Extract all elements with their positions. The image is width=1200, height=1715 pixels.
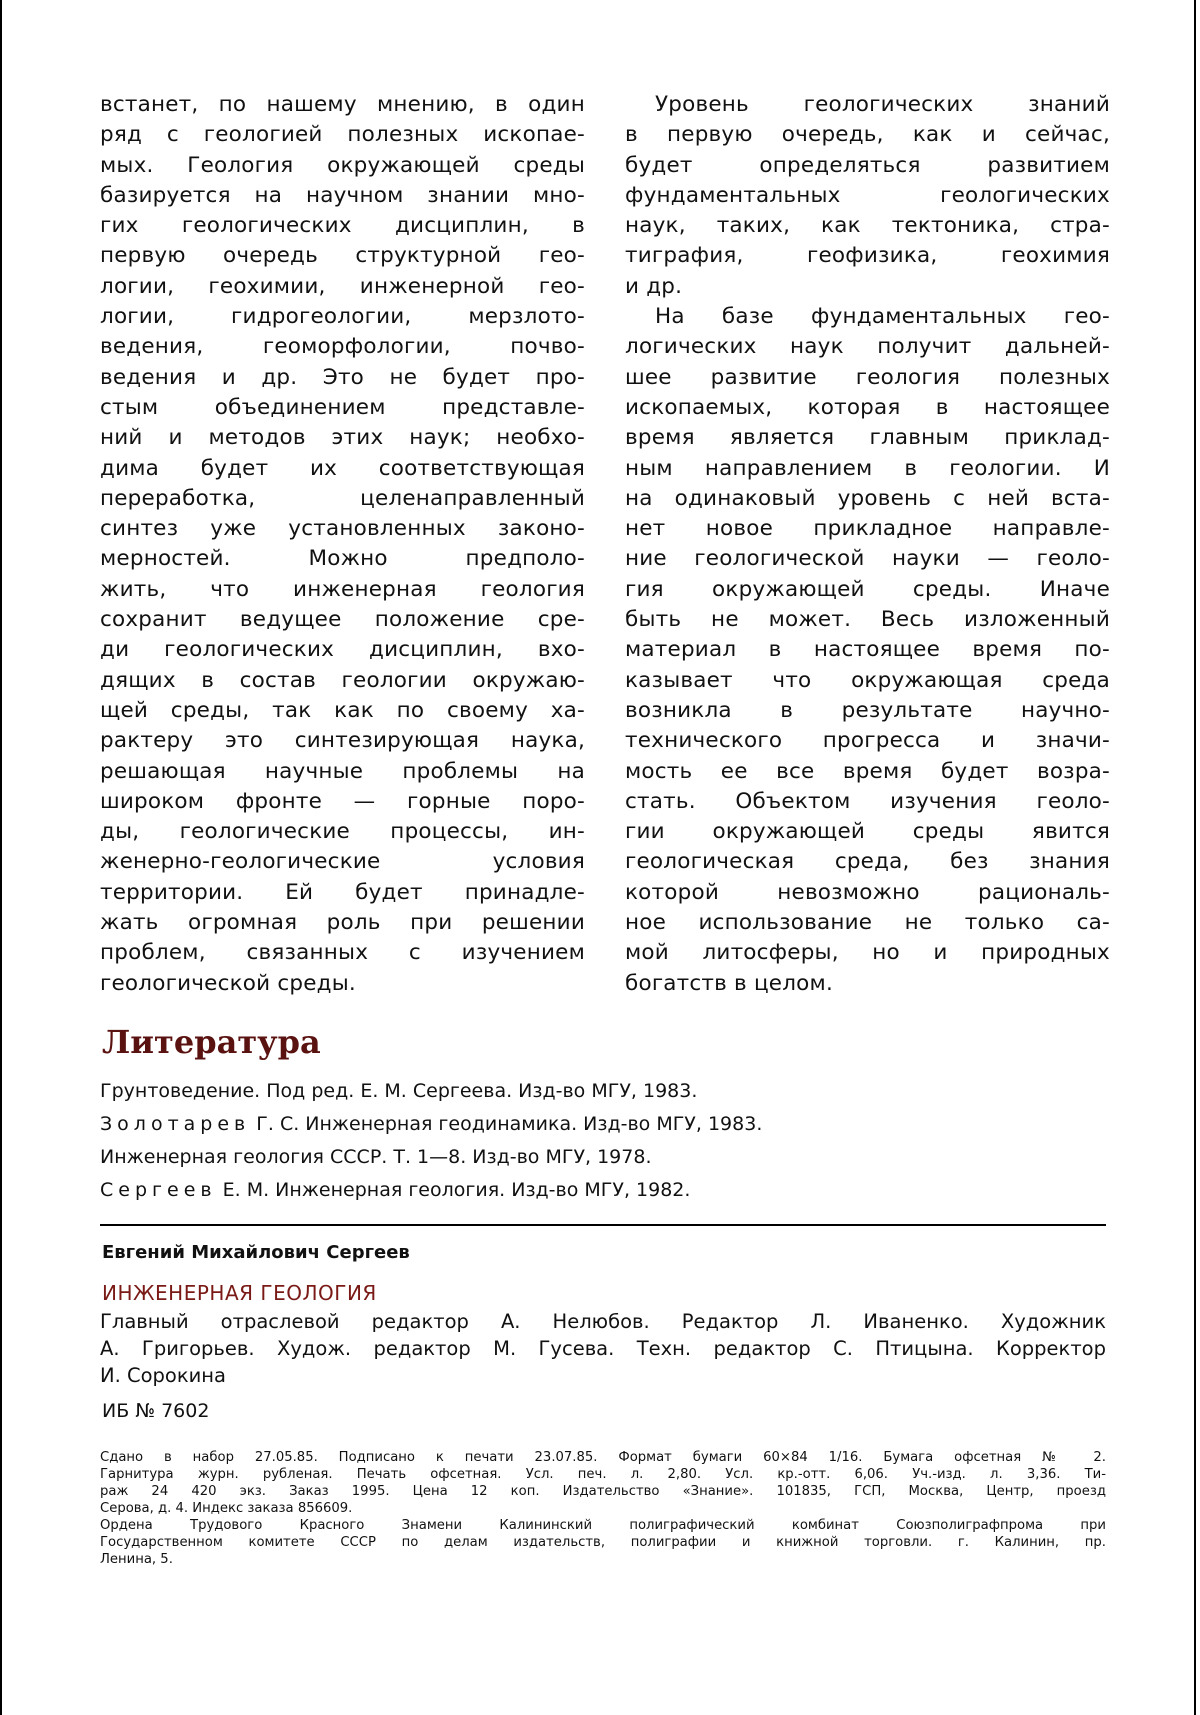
text-line: тиграфия, геофизика, геохимия [625,243,1110,269]
text-line: ведения и др. Это не будет про- [100,364,585,390]
reference-item [100,1075,762,1108]
text-line: ди геологических дисциплин, вхо- [100,637,585,663]
reference-author: Сергеев [100,1179,217,1201]
text-line: гих геологических дисциплин, в [100,213,585,239]
text-line: богатств в целом. [625,970,833,996]
text-line: возникла в результате научно- [625,697,1110,723]
reference-text: Е. М. Инженерная геология. Изд-во МГУ, 1982. [216,1179,691,1201]
editorial-credits [100,1308,1106,1389]
text-line: сохранит ведущее положение сре- [100,607,585,633]
text-line: геологической среды. [100,970,356,996]
book-title: ИНЖЕНЕРНАЯ ГЕОЛОГИЯ [102,1281,377,1305]
text-line: логии, гидрогеологии, мерзлото- [100,304,585,330]
text-line: логии, геохимии, инженерной гео- [100,273,585,299]
text-line: мость ее все время будет возра- [625,758,1110,784]
reference-item [100,1174,762,1207]
page-border-right [1194,0,1196,1715]
text-line: территории. Ей будет принадле- [100,879,585,905]
imprint-line: Серова, д. 4. Индекс заказа 856609. [100,1501,353,1516]
text-line: мой литосферы, но и природных [625,940,1110,966]
text-line: быть не может. Весь изложенный [625,607,1110,633]
text-line: ведения, геоморфологии, почво- [100,334,585,360]
imprint-line: Ленина, 5. [100,1552,173,1567]
reference-text: Грунтоведение. Под ред. Е. М. Сергеева. Изд-во МГУ, 1983. [100,1080,698,1102]
text-line: широком фронте — горные поро- [100,788,585,814]
credits-line: Главный отраслевой редактор А. Нелюбов. Редактор Л. Иваненко. Художник [100,1310,1106,1333]
book-author: Евгений Михайлович Сергеев [102,1242,410,1263]
text-column-right [625,90,1110,999]
text-line: ды, геологические процессы, ин- [100,819,585,845]
page-border-left [0,0,2,1715]
text-line: время является главным приклад- [625,425,1110,451]
reference-item [100,1141,762,1174]
reference-list [100,1075,762,1207]
text-column-left [100,90,585,999]
text-line: ний и методов этих наук; необхо- [100,425,585,451]
text-line: мерностей. Можно предполо- [100,546,585,572]
text-line: в первую очередь, как и сейчас, [625,122,1110,148]
text-line: переработка, целенаправленный [100,485,585,511]
text-line: ние геологической науки — геоло- [625,546,1110,572]
text-line: стать. Объектом изучения геоло- [625,788,1110,814]
literature-heading: Литература [102,1023,321,1061]
reference-author: Золотарев [100,1113,251,1135]
text-line: нет новое прикладное направле- [625,516,1110,542]
imprint-line: Сдано в набор 27.05.85. Подписано к печати 23.07.85. Формат бумаги 60×84 1/16. Бумага офсетная № 2. [100,1450,1106,1465]
text-line: На базе фундаментальных гео- [655,304,1110,330]
text-line: гии окружающей среды явится [625,819,1110,845]
text-line: стым объединением представле- [100,394,585,420]
text-line: шее развитие геология полезных [625,364,1110,390]
text-line: первую очередь структурной гео- [100,243,585,269]
text-line: мых. Геология окружающей среды [100,152,585,178]
imprint-line: Ордена Трудового Красного Знамени Калининский полиграфический комбинат Союзполиграфпрома при [100,1518,1106,1533]
text-line: технического прогресса и значи- [625,728,1110,754]
text-line: ряд с геологией полезных ископае- [100,122,585,148]
text-line: встанет, по нашему мнению, в один [100,92,585,117]
credits-line: И. Сорокина [100,1364,226,1387]
imprint-block [100,1449,1106,1568]
text-line: Уровень геологических знаний [655,92,1110,117]
text-line: жить, что инженерная геология [100,576,585,602]
section-divider [100,1224,1106,1226]
text-line: женерно-геологические условия [100,849,585,875]
imprint-line: раж 24 420 экз. Заказ 1995. Цена 12 коп. Издательство «Знание». 101835, ГСП, Москва, Центр, проезд [100,1484,1106,1499]
text-line: на одинаковый уровень с ней вста- [625,485,1110,511]
text-line: проблем, связанных с изучением [100,940,585,966]
text-line: базируется на научном знании мно- [100,182,585,208]
text-line: жать огромная роль при решении [100,910,585,936]
text-line: логических наук получит дальней- [625,334,1110,360]
text-line: ископаемых, которая в настоящее [625,394,1110,420]
credits-line: А. Григорьев. Худож. редактор М. Гусева. Техн. редактор С. Птицына. Корректор [100,1337,1106,1360]
text-line: и др. [625,273,683,299]
text-line: ным направлением в геологии. И [625,455,1110,481]
text-line: дима будет их соответствующая [100,455,585,481]
text-line: рактеру это синтезирующая наука, [100,728,585,754]
text-line: которой невозможно рациональ- [625,879,1110,905]
text-line: материал в настоящее время по- [625,637,1110,663]
text-line: решающая научные проблемы на [100,758,585,784]
text-line: наук, таких, как тектоника, стра- [625,213,1110,239]
reference-item [100,1108,762,1141]
text-line: дящих в состав геологии окружаю- [100,667,585,693]
text-line: фундаментальных геологических [625,182,1110,208]
ib-number: ИБ № 7602 [102,1400,210,1422]
imprint-line: Государственном комитете СССР по делам издательств, полиграфии и книжной торговли. г. Калинин, пр. [100,1535,1106,1550]
text-line: казывает что окружающая среда [625,667,1110,693]
reference-text: Инженерная геология СССР. Т. 1—8. Изд-во МГУ, 1978. [100,1146,652,1168]
text-line: ное использование не только са- [625,910,1110,936]
text-line: геологическая среда, без знания [625,849,1110,875]
imprint-line: Гарнитура журн. рубленая. Печать офсетная. Усл. печ. л. 2,80. Усл. кр.-отт. 6,06. Уч.-изд. л. 3,36. Ти- [100,1467,1106,1482]
text-line: гия окружающей среды. Иначе [625,576,1110,602]
text-line: будет определяться развитием [625,152,1110,178]
text-line: синтез уже установленных законо- [100,516,585,542]
text-line: щей среды, так как по своему ха- [100,697,585,723]
reference-text: Г. С. Инженерная геодинамика. Изд-во МГУ, 1983. [250,1113,763,1135]
